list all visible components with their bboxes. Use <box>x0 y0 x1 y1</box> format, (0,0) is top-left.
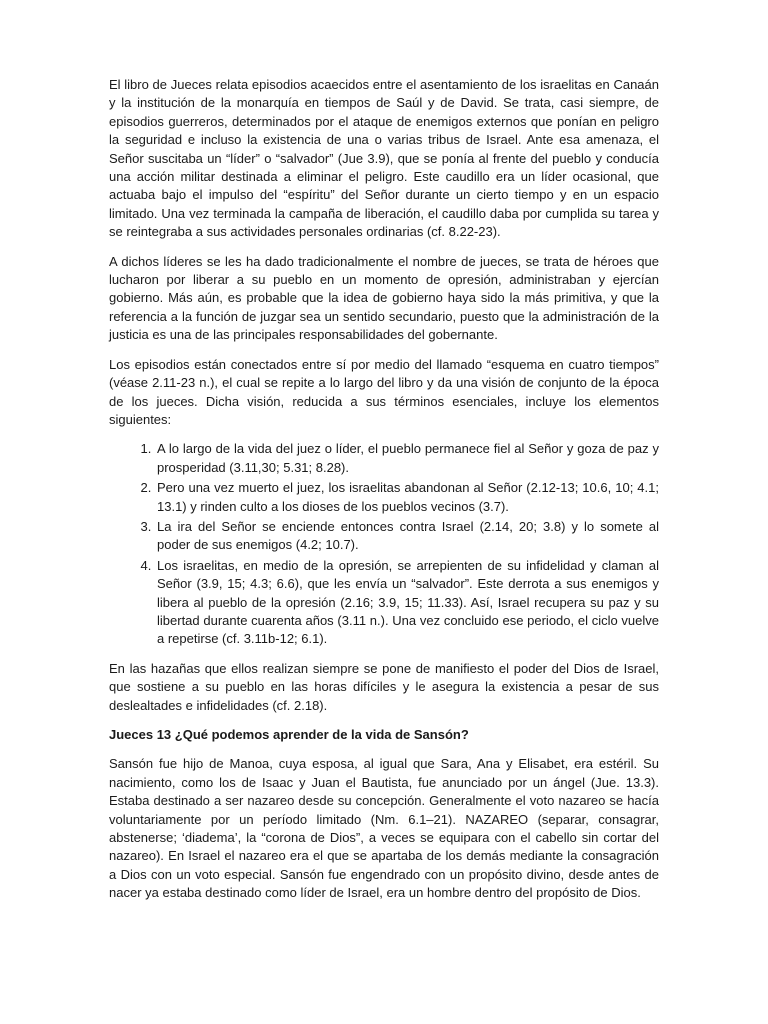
paragraph-intro-2: A dichos líderes se les ha dado tradicionalmente el nombre de jueces, se trata de héroes que lucharon por liberar a su pueblo en un momento de opresión, administraban y ejercían gobierno. Más aún, es probable que la idea de gobierno haya sido la más primitiva, y que la referencia a la función de juzgar sea un sentido secundario, puesto que la administración de la justicia es una de las principales responsabilidades del gobernante. <box>109 253 659 343</box>
list-item: 4. Los israelitas, en medio de la opresión, se arrepienten de su infidelidad y claman al Señor (3.9, 15; 4.3; 6.6), que les envía un “salvador”. Este derrota a sus enemigos y libera al pueblo de la opresión (2.16; 3.9, 15; 11.33). Así, Israel recupera su paz y su libertad durante cuarenta años (3.11 n.). Una vez concluido ese periodo, el ciclo vuelve a repetirse (cf. 3.11b-12; 6.1). <box>155 557 659 649</box>
paragraph-intro-1: El libro de Jueces relata episodios acaecidos entre el asentamiento de los israelitas en Canaán y la institución de la monarquía en tiempos de Saúl y de David. Se trata, casi siempre, de episodios guerreros, determinados por el ataque de enemigos externos que ponían en peligro la seguridad e incluso la existencia de una o varias tribus de Israel. Ante esa amenaza, el Señor suscitaba un “líder” o “salvador” (Jue 3.9), que se ponía al frente del pueblo y conducía una acción militar destinada a eliminar el peligro. Este caudillo era un líder ocasional, que actuaba bajo el impulso del “espíritu” del Señor durante un cierto tiempo y en un espacio limitado. Una vez terminada la campaña de liberación, el caudillo daba por cumplida su tarea y se reintegraba a sus actividades personales ordinarias (cf. 8.22-23). <box>109 77 659 240</box>
numbered-list <box>109 440 659 648</box>
list-item: 1. A lo largo de la vida del juez o líder, el pueblo permanece fiel al Señor y goza de paz y prosperidad (3.11,30; 5.31; 8.28). <box>155 440 659 477</box>
list-item: 3. La ira del Señor se enciende entonces contra Israel (2.14, 20; 3.8) y lo somete al poder de sus enemigos (4.2; 10.7). <box>155 518 659 555</box>
section-heading: Jueces 13 ¿Qué podemos aprender de la vida de Sansón? <box>109 727 469 742</box>
list-item: 2. Pero una vez muerto el juez, los israelitas abandonan al Señor (2.12-13; 10.6, 10; 4.1; 13.1) y rinden culto a los dioses de los pueblos vecinos (3.7). <box>155 479 659 516</box>
document-page <box>109 76 659 914</box>
paragraph-intro-3: Los episodios están conectados entre sí por medio del llamado “esquema en cuatro tiempos” (véase 2.11-23 n.), el cual se repite a lo largo del libro y da una visión de conjunto de la época de los jueces. Dicha visión, reducida a sus términos esenciales, incluye los elementos siguientes: <box>109 356 659 427</box>
paragraph-sanson: Sansón fue hijo de Manoa, cuya esposa, al igual que Sara, Ana y Elisabet, era estéril. Su nacimiento, como los de Isaac y Juan el Bautista, fue anunciado por un ángel (Jue. 13.3). Estaba destinado a ser nazareo desde su concepción. Generalmente el voto nazareo se hacía voluntariamente por un período limitado (Nm. 6.1–21). NAZAREO (separar, consagrar, abstenerse; ‘diadema’, la “corona de Dios”, a veces se equipara con el cabello sin cortar del nazareo). En Israel el nazareo era el que se apartaba de los demás mediante la consagración a Dios con un voto especial. Sansón fue engendrado con un propósito divino, desde antes de nacer ya estaba destinado como líder de Israel, era un hombre dentro del propósito de Dios. <box>109 756 659 901</box>
paragraph-after-list: En las hazañas que ellos realizan siempre se pone de manifiesto el poder del Dios de Israel, que sostiene a su pueblo en las horas difíciles y le asegura la existencia a pesar de sus deslealtades e infidelidades (cf. 2.18). <box>109 660 659 713</box>
